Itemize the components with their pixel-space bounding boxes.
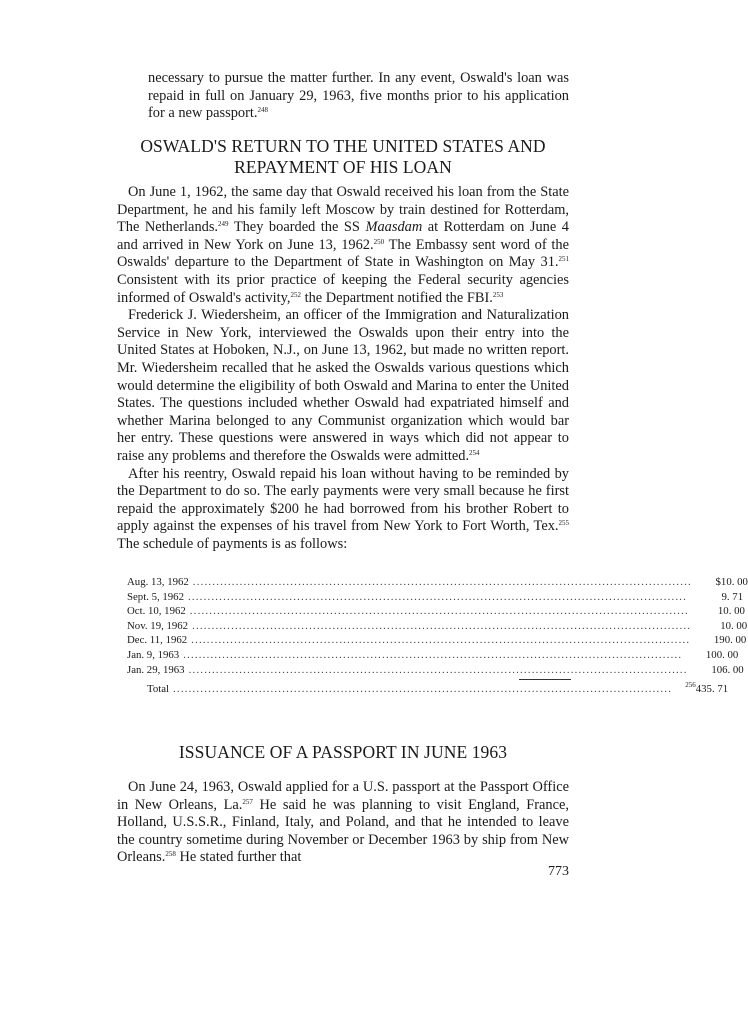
- paragraph-passport: On June 24, 1963, Oswald applied for a U.S. passport at the Passport Office in New Orleans, La.$^{257}$ He said he was planning to visit England, France, Holland, U.S.S.R., Finland, Italy, and Poland, and that he intended to leave the country sometime during November or December 1963 by ship from New Orleans.$^{258}$ He stated further that: [117, 779, 569, 866]
- schedule-row: Jan. 29, 1963 ................................................................................................................................ 106. 00: [127, 663, 744, 676]
- schedule-row: Jan. 9, 1963 ................................................................................................................................ 100. 00: [127, 648, 739, 661]
- paragraph-return-trip: On June 1, 1962, the same day that Oswald received his loan from the State Department, he and his family left Moscow by train destined for Rotterdam, The Netherlands.$^{249}$ They boarded the SS Maasdam at Rotterdam on June 4 and arrived in New York on June 13, 1962.$^{250}$ The Embassy sent word of the Oswalds' departure to the Department of State in Washington on May 31.$^{251}$ Consistent with its prior practice of keeping the Federal security agencies informed of Oswald's activity,$^{252}$ the Department notified the FBI.$^{253}$: [117, 184, 569, 306]
- footnote-ref: 248: [257, 106, 268, 115]
- schedule-row: Oct. 10, 1962 ................................................................................................................................ 10. 00: [127, 605, 745, 618]
- schedule-row: Dec. 11, 1962 ................................................................................................................................ 190. 00: [127, 634, 747, 647]
- page-number: 773: [548, 864, 569, 879]
- paragraph-repayment: After his reentry, Oswald repaid his loan without having to be reminded by the Department to do so. The early payments were very small because he first repaid the approximately $200 he had borrowed from his brother Robert to apply against the expenses of his travel from New York to Fort Worth, Tex.$^{255}$ The schedule of payments is as follows:: [117, 465, 569, 552]
- ship-name: Maasdam: [365, 219, 423, 236]
- section-body-passport: [117, 779, 569, 867]
- heading-line-1: OSWALD'S RETURN TO THE UNITED STATES AND: [140, 136, 546, 156]
- heading-passport: ISSUANCE OF A PASSPORT IN JUNE 1963: [178, 742, 508, 762]
- intro-paragraph: [148, 70, 569, 123]
- paragraph-immigration: Frederick J. Wiedersheim, an officer of the Immigration and Naturalization Service in New York, interviewed the Oswalds upon their entry into the United States at Hoboken, N.J., on June 13, 1962, but made no written report. Mr. Wiedersheim recalled that he asked the Oswalds various questions which would determine the eligibility of both Oswald and Marina to enter the United States. The questions included whether Oswald had expatriated himself and whether Marina belonged to any Communist organization which would bar her entry. These questions were answered in ways which did not appear to raise any problems and therefore the Oswalds were admitted.$^{254}$: [117, 307, 569, 464]
- section-body-return: [117, 184, 569, 553]
- schedule-row: Sept. 5, 1962 ................................................................................................................................ 9. 71: [127, 590, 744, 603]
- schedule-row: Nov. 19, 1962 ................................................................................................................................ 10. 00: [127, 619, 748, 632]
- section-heading-passport: [117, 742, 569, 763]
- sum-rule: [519, 679, 571, 680]
- section-heading-return: [117, 136, 569, 178]
- intro-text: necessary to pursue the matter further. In any event, Oswald's loan was repaid in full on January 29, 1963, five months prior to his application for a new passport.: [148, 70, 569, 122]
- schedule-total-row: Total ................................................................................................................................ $^{256}$435. 71: [147, 681, 729, 696]
- heading-line-2: REPAYMENT OF HIS LOAN: [234, 157, 452, 177]
- schedule-row: Aug. 13, 1962 ................................................................................................................................ $10. 00: [127, 576, 748, 588]
- payment-schedule: [127, 575, 748, 697]
